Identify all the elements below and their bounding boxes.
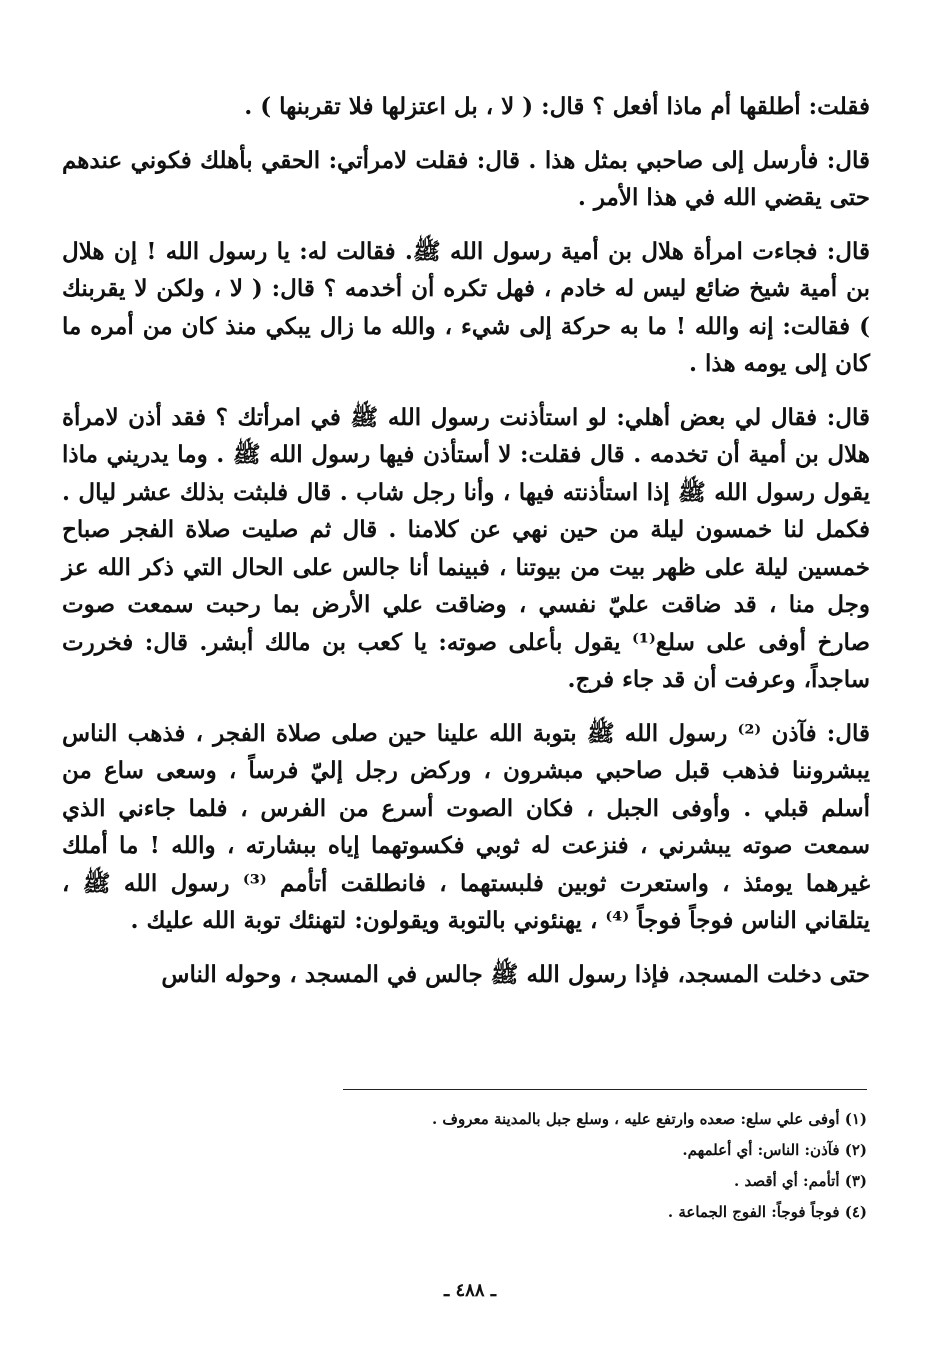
paragraph: حتى دخلت المسجد، فإذا رسول الله ﷺ جالس في المسجد ، وحوله الناس — [161, 960, 870, 988]
paragraph: قال: فجاءت امرأة هلال بن أمية رسول الله ﷺ. فقالت له: يا رسول الله ! إن هلال بن أمية شيخ ضائع ليس له خادم ، فهل تكره أن أخدمه ؟ قال: ( لا ، ولكن لا يقربنك ) فقالت: إنه والله ! ما به حركة إلى شيء ، والله ما زال يبكي منذ كان من أمره ما كان إلى يومه هذا . — [62, 237, 870, 377]
footnote: (١) أوفى علي سلع: صعده وارتفع عليه ، وسلع جبل بالمدينة معروف . — [431, 1110, 867, 1128]
footnotes — [343, 1104, 867, 1228]
paragraph: قال: فآذن ⁽²⁾ رسول الله ﷺ بتوبة الله علينا حين صلى صلاة الفجر ، فذهب الناس يبشروننا فذهب قبل صاحبي مبشرون ، وركض رجل إليّ فرساً ، وسعى ساع من أسلم قبلي . وأوفى الجبل ، فكان الصوت أسرع من الفرس ، فلما جاءني الذي سمعت صوته يبشرني ، فنزعت له ثوبي فكسوتهما إياه ببشارته ، والله ! ما أملك غيرهما يومئذ ، واستعرت ثوبين فلبستهما ، فانطلقت أتأمم ⁽³⁾ رسول الله ﷺ ، يتلقاني الناس فوجاً فوجاً ⁽⁴⁾ ، يهنئوني بالتوبة ويقولون: لتهنئك توبة الله عليك . — [62, 719, 870, 934]
footnote: (٤) فوجاً فوجاً: الفوج الجماعة . — [667, 1203, 867, 1221]
paragraph: فقلت: أطلقها أم ماذا أفعل ؟ قال: ( لا ، بل اعتزلها فلا تقربنها ) . — [244, 93, 870, 120]
main-text — [62, 88, 870, 1009]
paragraph: قال: فقال لي بعض أهلي: لو استأذنت رسول الله ﷺ في امرأتك ؟ فقد أذن لامرأة هلال بن أمية أن تخدمه . قال فقلت: لا أستأذن فيها رسول الله ﷺ . وما يدريني ماذا يقول رسول الله ﷺ إذا استأذنته فيها ، وأنا رجل شاب . قال فلبثت بذلك عشر ليال . فكمل لنا خمسون ليلة من حين نهي عن كلامنا . قال ثم صليت صلاة الفجر صباح خمسين ليلة على ظهر بيت من بيوتنا ، فبينما أنا جالس على الحال التي ذكر الله عز وجل منا ، قد ضاقت عليّ نفسي ، وضاقت علي الأرض بما رحبت سمعت صوت صارخ أوفى على سلع⁽¹⁾ يقول بأعلى صوته: يا كعب بن مالك أبشر. قال: فخررت ساجداً، وعرفت أن قد جاء فرج. — [62, 403, 870, 693]
page-number: ـ ٤٨٨ ـ — [443, 1280, 497, 1301]
footnote: (٢) فآذن: الناس: أي أعلمهم. — [682, 1141, 867, 1159]
footnote: (٣) أتأمم: أي أقصد . — [734, 1172, 867, 1190]
paragraph: قال: فأرسل إلى صاحبي بمثل هذا . قال: فقلت لامرأتي: الحقي بأهلك فكوني عندهم حتى يقضي الله في هذا الأمر . — [62, 146, 870, 211]
footnote-divider — [343, 1089, 867, 1090]
